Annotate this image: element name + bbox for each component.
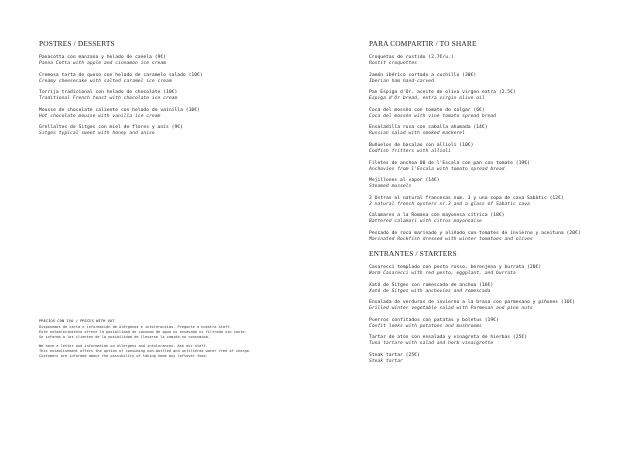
note-line: This establishment offers the option of consuming non-bottled and unfiltered water free of charge. (39, 348, 252, 353)
note-line: Este establecimiento ofrece la posibilidad de consumo de agua no envasada ni filtrada sin coste. (39, 330, 247, 335)
item-name-es: Tartar de atún con ensalada y vinagreta de hierbas (25€) (369, 335, 528, 341)
menu-item (369, 90, 619, 102)
note-line: We have a letter and information on allergens and intolerances. Ask our staff. (39, 343, 208, 348)
share-title: PARA COMPARTIR / TO SHARE (369, 39, 477, 48)
item-name-es: Filetes de anchoa 00 de l'Escala con pan con tomate (19€) (369, 160, 530, 166)
desserts-section (39, 39, 289, 143)
item-name-en: Panna Cotta with apple and cinnamon ice cream (39, 61, 166, 66)
menu-item (369, 335, 629, 347)
notes-title: PRECIOS CON IVA / PRICES WITH VAT (39, 318, 115, 323)
item-name-en: Xató de Sitges with anchovies and romescada (369, 288, 491, 294)
menu-item (369, 178, 619, 190)
item-name-es: Pescado de roca marinado y aliñado con tomates de invierno y aceituna (20€) (369, 230, 581, 236)
menu-item (369, 213, 619, 225)
menu-item (369, 73, 619, 85)
menu-item (369, 143, 619, 155)
item-name-es: Mejillones al vapor (14€) (369, 178, 440, 184)
item-name-es: Puerros confitados con patatas y boletus (19€) (369, 317, 499, 323)
starters-title: ENTRANTES / STARTERS (369, 249, 457, 258)
item-name-es: Cremosa tarta de queso con helado de caramelo salado (10€) (39, 72, 203, 78)
menu-item (369, 161, 619, 173)
item-name-es: Steak tartar (25€) (369, 352, 420, 358)
item-name-es: Jamón ibérico cortado a cuchillo (30€) (369, 72, 477, 78)
menu-item (39, 108, 289, 120)
item-name-es: Ensaladilla rusa con caballa ahumada (14€) (369, 125, 488, 131)
item-name-es: Xató de Sitges con romescada de anchoa (16€) (369, 282, 494, 288)
item-name-es: Coca del mossèn con tomate de colgar (6€) (369, 107, 485, 113)
item-name-en: Hot chocolate mousse with vanilla ice cream (39, 113, 161, 119)
menu-item (39, 90, 289, 102)
legal-notes (39, 318, 299, 359)
item-name-es: Panacotta con manzana y helado de canela (9€) (39, 55, 166, 60)
item-name-en: Codfish fritters with allioli (369, 148, 451, 154)
item-name-en: Marinated Rockfish dressed with winter tomatoes and olives (369, 236, 533, 242)
item-name-es: Buñuelos de bacalao con allioli (10€) (369, 142, 474, 148)
starters-section (369, 249, 629, 371)
menu-item (369, 125, 619, 137)
item-name-en: Russian salad with smoked mackerel (369, 131, 465, 137)
item-name-es: Grellaltes de Sitges con miel de flores y anís (9€) (39, 125, 183, 131)
menu-item (369, 265, 629, 277)
note-line: Se informa a los clientes de la posibilidad de llevarse la comida no consumida. (39, 335, 210, 340)
item-name-en: Steamed mussels (369, 184, 412, 190)
item-name-es: Calamares a la Romana con mayonesa cítrica (18€) (369, 213, 505, 219)
item-name-en: Iberian ham hand-carved (369, 78, 434, 84)
menu-item (369, 353, 629, 365)
item-name-es: Casarecci templado con pesto rosso, berenjena y burrata (20€) (369, 265, 542, 270)
item-name-en: Warm Casarecci with red pesto, eggplant, and burrata (369, 271, 516, 276)
menu-item (369, 283, 629, 295)
menu-item (369, 55, 619, 67)
item-name-en: Rostit croquettes (369, 61, 417, 66)
item-name-en: Coca del mossèn with vine tomato spread bread (369, 113, 496, 119)
item-name-es: Mousse de chocolate caliente con helado de vainilla (10€) (39, 107, 200, 113)
item-name-en: Confit leeks with potatoes and mushrooms (369, 323, 482, 329)
item-name-en: Espiga d'Or bread, extra virgin olive oil (369, 96, 485, 102)
menu-item (369, 300, 629, 312)
item-name-en: Traditional French toast with chocolate ice cream (39, 96, 178, 102)
menu-item (369, 196, 619, 208)
item-name-es: Ensalada de verduras de invierno a la brasa con parmesano y piñones (16€) (369, 300, 576, 306)
item-name-es: Pan Espiga d'Or, aceite de oliva virgen extra (2.5€) (369, 90, 516, 96)
menu-item (39, 125, 289, 137)
item-name-en: Battered calamari with citrus mayonnaise (369, 219, 482, 225)
menu-item (39, 73, 289, 85)
item-name-en: 2 natural french oysters nr.3 and a glass of Sabàtic cava (369, 201, 530, 207)
item-name-en: Anchovies from l'Escala with tomato spread bread (369, 166, 505, 172)
item-name-es: Torrija tradicional con helado de chocolate (10€) (39, 90, 178, 96)
item-name-en: Tuna tartare with salad and herb vinaigrette (369, 341, 494, 347)
menu-item (369, 108, 619, 120)
menu-item (369, 231, 619, 243)
item-name-en: Creamy cheesecake with salted caramel ice cream (39, 78, 172, 84)
note-line: Customers are informed about the possibility of taking home any leftover food. (39, 354, 208, 359)
item-name-es: Croquetas de rustido (2.7€/u.) (369, 55, 454, 60)
menu-item (369, 318, 629, 330)
item-name-en: Sitges typical sweet with honey and anise (39, 131, 155, 137)
desserts-title: POSTRES / DESSERTS (39, 39, 115, 48)
item-name-en: Steak tartar (369, 358, 403, 364)
note-line: Disponemos de carta e información de alérgenos e intolerancias. Pregunte a nuestro staff. (39, 325, 232, 329)
item-name-en: Grilled winter vegetable salad with Parmesan and pine nuts (369, 306, 533, 312)
item-name-es: 2 Ostras al natural francesas num. 3 y una copa de cava Sabàtic (12€) (369, 195, 564, 201)
share-section (369, 39, 619, 249)
menu-item (39, 55, 289, 67)
